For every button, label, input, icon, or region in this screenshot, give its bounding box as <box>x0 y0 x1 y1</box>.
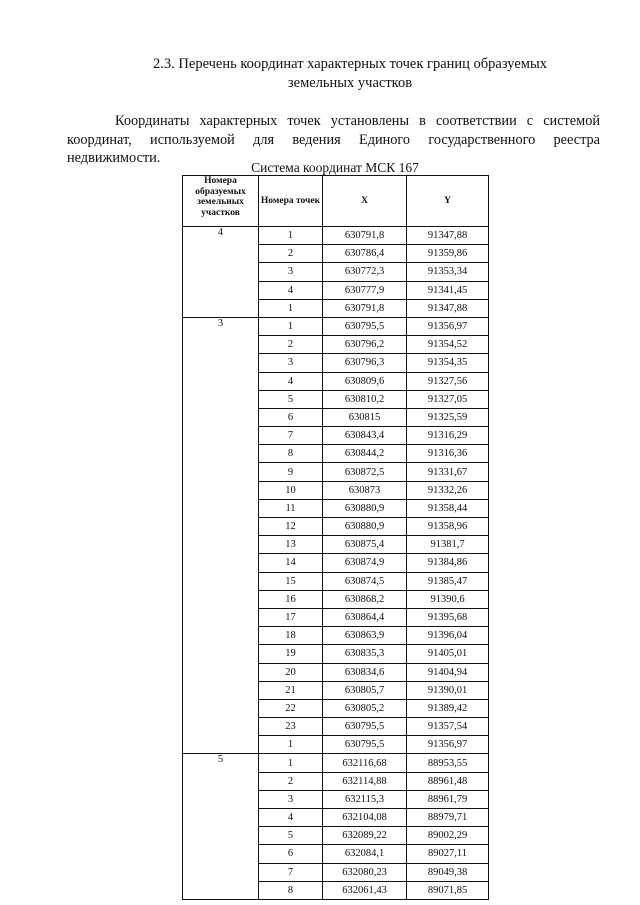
point-number-cell: 4 <box>259 281 323 299</box>
x-coordinate-cell: 630796,2 <box>323 336 407 354</box>
point-number-cell: 15 <box>259 572 323 590</box>
x-coordinate-cell: 630873 <box>323 481 407 499</box>
x-coordinate-cell: 630843,4 <box>323 427 407 445</box>
x-coordinate-cell: 630795,5 <box>323 718 407 736</box>
point-number-cell: 4 <box>259 809 323 827</box>
x-coordinate-cell: 630863,9 <box>323 627 407 645</box>
point-number-cell: 22 <box>259 699 323 717</box>
point-number-cell: 5 <box>259 827 323 845</box>
x-coordinate-cell: 630772,3 <box>323 263 407 281</box>
table-row <box>183 754 489 772</box>
y-coordinate-cell: 88979,71 <box>407 809 489 827</box>
point-number-cell: 6 <box>259 845 323 863</box>
y-coordinate-cell: 91356,97 <box>407 317 489 335</box>
point-number-cell: 7 <box>259 863 323 881</box>
parcel-number-cell: 4 <box>183 227 259 318</box>
y-coordinate-cell: 88961,48 <box>407 772 489 790</box>
x-coordinate-cell: 630874,9 <box>323 554 407 572</box>
x-coordinate-cell: 632114,88 <box>323 772 407 790</box>
y-coordinate-cell: 91327,05 <box>407 390 489 408</box>
y-coordinate-cell: 91384,86 <box>407 554 489 572</box>
x-coordinate-cell: 632084,1 <box>323 845 407 863</box>
point-number-cell: 1 <box>259 754 323 772</box>
x-coordinate-cell: 630795,5 <box>323 736 407 754</box>
y-coordinate-cell: 91353,34 <box>407 263 489 281</box>
y-coordinate-cell: 89049,38 <box>407 863 489 881</box>
point-number-cell: 4 <box>259 372 323 390</box>
y-coordinate-cell: 91354,52 <box>407 336 489 354</box>
x-coordinate-cell: 630844,2 <box>323 445 407 463</box>
point-number-cell: 12 <box>259 518 323 536</box>
point-number-cell: 2 <box>259 772 323 790</box>
y-coordinate-cell: 91354,35 <box>407 354 489 372</box>
header-x: X <box>323 176 407 227</box>
y-coordinate-cell: 91358,44 <box>407 499 489 517</box>
point-number-cell: 1 <box>259 227 323 245</box>
point-number-cell: 9 <box>259 463 323 481</box>
header-y: Y <box>407 176 489 227</box>
y-coordinate-cell: 88961,79 <box>407 790 489 808</box>
x-coordinate-cell: 630791,8 <box>323 227 407 245</box>
point-number-cell: 14 <box>259 554 323 572</box>
x-coordinate-cell: 632115,3 <box>323 790 407 808</box>
x-coordinate-cell: 630875,4 <box>323 536 407 554</box>
point-number-cell: 7 <box>259 427 323 445</box>
point-number-cell: 19 <box>259 645 323 663</box>
section-heading <box>0 55 640 93</box>
x-coordinate-cell: 630815 <box>323 408 407 426</box>
y-coordinate-cell: 91404,94 <box>407 663 489 681</box>
x-coordinate-cell: 630805,2 <box>323 699 407 717</box>
y-coordinate-cell: 91347,88 <box>407 299 489 317</box>
point-number-cell: 5 <box>259 390 323 408</box>
point-number-cell: 8 <box>259 445 323 463</box>
x-coordinate-cell: 630835,3 <box>323 645 407 663</box>
intro-text: Координаты характерных точек установлены в соответствии с системой координат, используемой для ведения Единого государственного реестра недвижимости. <box>67 113 600 166</box>
coordinates-table <box>182 175 489 900</box>
y-coordinate-cell: 91405,01 <box>407 645 489 663</box>
point-number-cell: 3 <box>259 354 323 372</box>
point-number-cell: 21 <box>259 681 323 699</box>
section-heading-line1: 2.3. Перечень координат характерных точек границ образуемых <box>153 56 547 72</box>
point-number-cell: 3 <box>259 263 323 281</box>
header-points: Номера точек <box>259 176 323 227</box>
point-number-cell: 2 <box>259 336 323 354</box>
x-coordinate-cell: 632116,68 <box>323 754 407 772</box>
parcel-number-cell: 5 <box>183 754 259 900</box>
y-coordinate-cell: 91331,67 <box>407 463 489 481</box>
x-coordinate-cell: 632080,23 <box>323 863 407 881</box>
x-coordinate-cell: 630805,7 <box>323 681 407 699</box>
x-coordinate-cell: 630880,9 <box>323 518 407 536</box>
y-coordinate-cell: 91381,7 <box>407 536 489 554</box>
header-parcels: Номера образуемых земельных участков <box>183 176 259 227</box>
table-row <box>183 317 489 335</box>
x-coordinate-cell: 630874,5 <box>323 572 407 590</box>
y-coordinate-cell: 91327,56 <box>407 372 489 390</box>
point-number-cell: 8 <box>259 881 323 899</box>
table-header-row <box>183 176 489 227</box>
point-number-cell: 20 <box>259 663 323 681</box>
y-coordinate-cell: 91341,45 <box>407 281 489 299</box>
point-number-cell: 2 <box>259 245 323 263</box>
table-caption: Система координат МСК 167 <box>251 160 419 175</box>
y-coordinate-cell: 91385,47 <box>407 572 489 590</box>
point-number-cell: 10 <box>259 481 323 499</box>
x-coordinate-cell: 630777,9 <box>323 281 407 299</box>
x-coordinate-cell: 630864,4 <box>323 608 407 626</box>
x-coordinate-cell: 630872,5 <box>323 463 407 481</box>
y-coordinate-cell: 89071,85 <box>407 881 489 899</box>
point-number-cell: 6 <box>259 408 323 426</box>
y-coordinate-cell: 91356,97 <box>407 736 489 754</box>
y-coordinate-cell: 91359,86 <box>407 245 489 263</box>
x-coordinate-cell: 630795,5 <box>323 317 407 335</box>
point-number-cell: 23 <box>259 718 323 736</box>
y-coordinate-cell: 91357,54 <box>407 718 489 736</box>
x-coordinate-cell: 630809,6 <box>323 372 407 390</box>
x-coordinate-cell: 630868,2 <box>323 590 407 608</box>
y-coordinate-cell: 91316,29 <box>407 427 489 445</box>
y-coordinate-cell: 91390,01 <box>407 681 489 699</box>
point-number-cell: 11 <box>259 499 323 517</box>
y-coordinate-cell: 91396,04 <box>407 627 489 645</box>
point-number-cell: 1 <box>259 317 323 335</box>
y-coordinate-cell: 89027,11 <box>407 845 489 863</box>
table-row <box>183 227 489 245</box>
y-coordinate-cell: 91395,68 <box>407 608 489 626</box>
y-coordinate-cell: 91390,6 <box>407 590 489 608</box>
y-coordinate-cell: 89002,29 <box>407 827 489 845</box>
x-coordinate-cell: 630880,9 <box>323 499 407 517</box>
coordinates-table-body <box>183 227 489 900</box>
x-coordinate-cell: 630791,8 <box>323 299 407 317</box>
x-coordinate-cell: 630834,6 <box>323 663 407 681</box>
point-number-cell: 1 <box>259 736 323 754</box>
point-number-cell: 3 <box>259 790 323 808</box>
x-coordinate-cell: 632089,22 <box>323 827 407 845</box>
point-number-cell: 18 <box>259 627 323 645</box>
point-number-cell: 1 <box>259 299 323 317</box>
parcel-number-cell: 3 <box>183 317 259 754</box>
y-coordinate-cell: 88953,55 <box>407 754 489 772</box>
point-number-cell: 16 <box>259 590 323 608</box>
x-coordinate-cell: 630786,4 <box>323 245 407 263</box>
x-coordinate-cell: 632104,08 <box>323 809 407 827</box>
y-coordinate-cell: 91316,36 <box>407 445 489 463</box>
y-coordinate-cell: 91325,59 <box>407 408 489 426</box>
section-heading-line2: земельных участков <box>287 75 413 91</box>
y-coordinate-cell: 91389,42 <box>407 699 489 717</box>
point-number-cell: 13 <box>259 536 323 554</box>
y-coordinate-cell: 91332,26 <box>407 481 489 499</box>
x-coordinate-cell: 632061,43 <box>323 881 407 899</box>
point-number-cell: 17 <box>259 608 323 626</box>
x-coordinate-cell: 630810,2 <box>323 390 407 408</box>
x-coordinate-cell: 630796,3 <box>323 354 407 372</box>
y-coordinate-cell: 91358,96 <box>407 518 489 536</box>
y-coordinate-cell: 91347,88 <box>407 227 489 245</box>
